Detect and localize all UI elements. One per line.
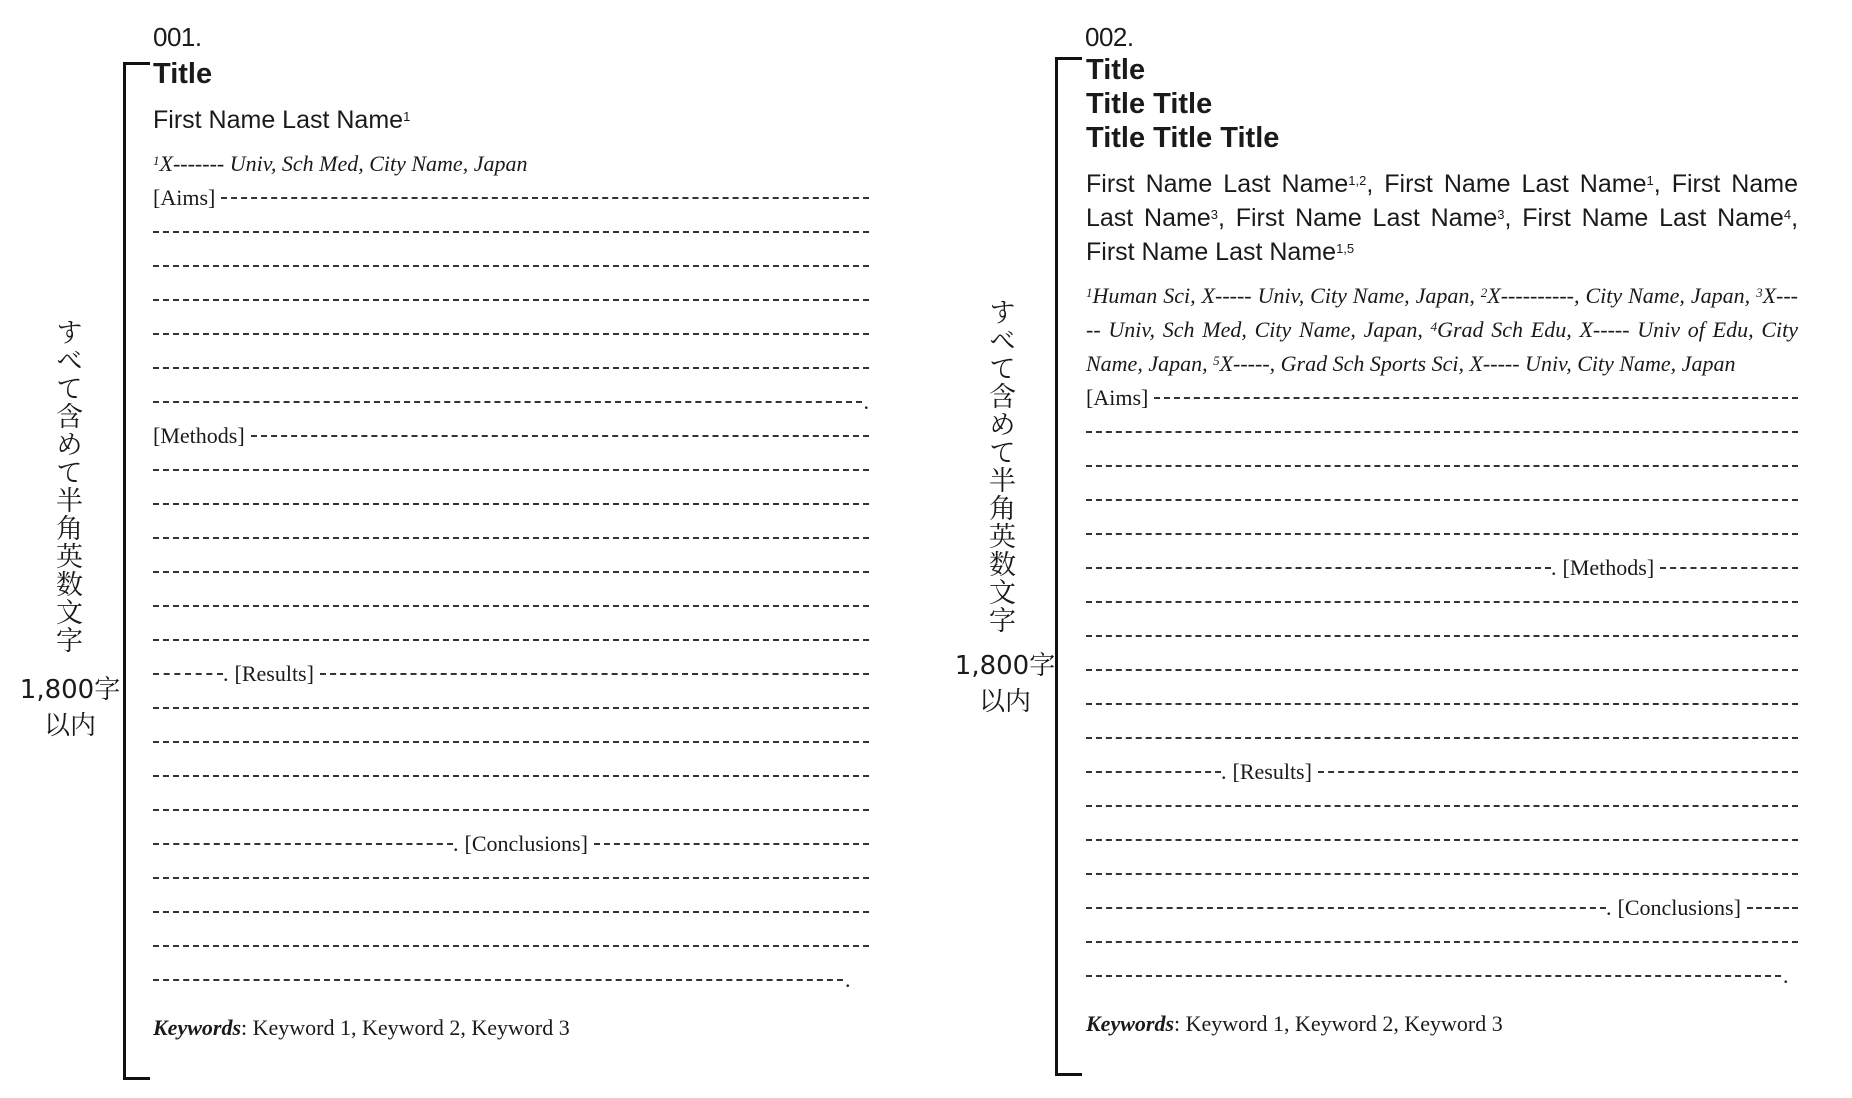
body-line <box>1086 381 1798 415</box>
dash-rule <box>1086 431 1798 433</box>
dash-rule <box>153 537 869 539</box>
period: . <box>1551 555 1557 580</box>
author-affiliation-mark: 1 <box>1646 173 1654 188</box>
body-line <box>153 759 869 793</box>
body-text <box>1086 381 1798 993</box>
period: . <box>1221 759 1227 784</box>
author-affiliation-mark: 1,5 <box>1336 241 1355 256</box>
author-list <box>1086 167 1798 269</box>
author-affiliation-mark: 1,2 <box>1348 173 1367 188</box>
char-limit-count: 1,800字 <box>19 675 121 705</box>
body-line <box>1086 653 1798 687</box>
body-line <box>1086 721 1798 755</box>
body-line <box>153 691 869 725</box>
author-name: First Name Last Name <box>1384 170 1647 198</box>
length-bracket <box>1055 57 1082 1076</box>
dash-rule <box>1154 397 1798 399</box>
affiliation-text: X----- Univ, Sch Med, City Name, Japan, <box>1086 283 1798 342</box>
author-affiliation-mark: 4 <box>1783 207 1792 222</box>
char-limit-suffix: 以内 <box>978 687 1031 717</box>
dash-rule <box>1086 737 1798 739</box>
dash-rule <box>153 843 453 845</box>
body-line <box>153 385 869 419</box>
abstract-title: Title Title <box>1086 88 1213 120</box>
author-affiliation-mark: 3 <box>1497 207 1505 222</box>
affiliation-mark: 3 <box>1756 285 1763 300</box>
body-line <box>1086 857 1798 891</box>
keywords-line <box>153 1011 869 1045</box>
dash-rule <box>153 945 869 947</box>
body-line <box>1086 823 1798 857</box>
body-line <box>1086 891 1798 925</box>
dash-rule <box>251 435 869 437</box>
section-label: [Methods] <box>1562 555 1655 580</box>
abstract-title: Title <box>153 58 213 90</box>
body-line <box>153 895 869 929</box>
author-name: First Name Last Name <box>1086 170 1349 198</box>
body-line <box>153 453 869 487</box>
affiliation-text: Grad Sch Edu, X----- Univ of Edu, City Name, Japan, <box>1086 317 1798 376</box>
dash-rule <box>1086 567 1551 569</box>
dash-rule <box>153 231 869 233</box>
char-limit <box>945 648 1065 720</box>
section-label: [Results] <box>1232 759 1312 784</box>
dash-rule <box>153 877 869 879</box>
abstract-content <box>1086 53 1798 1041</box>
author-separator: , <box>1217 204 1236 232</box>
dash-rule <box>1086 499 1798 501</box>
body-line <box>1086 449 1798 483</box>
affiliation-list <box>1086 279 1798 381</box>
dash-rule <box>1086 601 1798 603</box>
abstract-number: 001. <box>153 22 202 52</box>
dash-rule <box>1086 635 1798 637</box>
abstract-number: 002. <box>1085 22 1134 52</box>
affiliation-text: X-----, Grad Sch Sports Sci, X----- Univ, City Name, Japan <box>1219 351 1736 376</box>
dash-rule <box>1086 669 1798 671</box>
body-line <box>1086 551 1798 585</box>
keywords-list: : Keyword 1, Keyword 2, Keyword 3 <box>1174 1011 1503 1036</box>
affiliation-text: X------- Univ, Sch Med, City Name, Japan <box>159 151 528 176</box>
body-line <box>153 521 869 555</box>
author-separator: , <box>1504 204 1523 232</box>
author-name: First Name Last Name <box>153 106 404 134</box>
dash-rule <box>153 367 869 369</box>
body-line <box>153 793 869 827</box>
dash-rule <box>153 299 869 301</box>
dash-rule <box>153 401 862 403</box>
body-text <box>153 181 869 997</box>
dash-rule <box>1086 771 1221 773</box>
side-note-text: すべて含めて半角英数文字 <box>51 318 82 654</box>
dash-rule <box>1086 907 1606 909</box>
body-line <box>153 283 869 317</box>
dash-rule <box>153 911 869 913</box>
body-line <box>153 725 869 759</box>
side-note-text: すべて含めて半角英数文字 <box>984 298 1015 634</box>
section-label: [Conclusions] <box>1617 895 1741 920</box>
body-line <box>1086 483 1798 517</box>
body-line <box>153 929 869 963</box>
dash-rule <box>1660 567 1798 569</box>
abstract-template-001 <box>0 0 900 1098</box>
dash-rule <box>153 979 843 981</box>
affiliation-mark: 1 <box>1086 285 1093 300</box>
char-limit-suffix: 以内 <box>43 711 96 741</box>
length-bracket <box>123 62 150 1080</box>
dash-rule <box>1747 907 1798 909</box>
affiliation-mark: 1 <box>153 153 160 168</box>
side-note <box>983 298 1027 634</box>
dash-rule <box>153 333 869 335</box>
author-name: First Name Last Name <box>1086 170 1798 232</box>
period: . <box>1606 895 1612 920</box>
dash-rule <box>153 605 869 607</box>
dash-rule <box>153 469 869 471</box>
body-line <box>1086 755 1798 789</box>
dash-rule <box>153 809 869 811</box>
dash-rule <box>1086 873 1798 875</box>
title-block <box>153 57 869 91</box>
period: . <box>1783 963 1789 988</box>
body-line <box>1086 925 1798 959</box>
keywords-label: Keywords <box>1086 1011 1174 1036</box>
affiliation-list <box>153 147 869 181</box>
body-line <box>153 623 869 657</box>
body-line <box>153 215 869 249</box>
body-line <box>153 419 869 453</box>
body-line <box>1086 789 1798 823</box>
section-label: [Methods] <box>153 423 245 448</box>
body-line <box>153 589 869 623</box>
section-label: [Results] <box>234 661 314 686</box>
dash-rule <box>1086 703 1798 705</box>
dash-rule <box>153 673 223 675</box>
section-label: [Aims] <box>1086 385 1149 410</box>
section-label: [Conclusions] <box>464 831 588 856</box>
author-name: First Name Last Name <box>1086 238 1337 266</box>
keywords-label: Keywords <box>153 1015 241 1040</box>
abstract-content <box>153 57 869 1045</box>
body-line <box>153 657 869 691</box>
dash-rule <box>1086 975 1781 977</box>
dash-rule <box>153 639 869 641</box>
abstract-title: Title Title Title <box>1086 122 1280 154</box>
author-separator: , <box>1653 170 1672 198</box>
author-name: First Name Last Name <box>1522 204 1784 232</box>
char-limit-count: 1,800字 <box>954 651 1056 681</box>
dash-rule <box>1086 465 1798 467</box>
affiliation-text: Human Sci, X----- Univ, City Name, Japan, <box>1092 283 1481 308</box>
dash-rule <box>153 571 869 573</box>
dash-rule <box>221 197 869 199</box>
section-label: [Aims] <box>153 185 216 210</box>
body-line <box>153 487 869 521</box>
body-line <box>153 963 869 997</box>
body-line <box>153 351 869 385</box>
affiliation-mark: 4 <box>1430 319 1438 334</box>
body-line <box>153 181 869 215</box>
body-line <box>153 827 869 861</box>
period: . <box>223 661 229 686</box>
dash-rule <box>153 265 869 267</box>
body-line <box>153 555 869 589</box>
dash-rule <box>594 843 869 845</box>
dash-rule <box>1086 805 1798 807</box>
keywords-line <box>1086 1007 1798 1041</box>
dash-rule <box>1086 941 1798 943</box>
body-line <box>153 249 869 283</box>
body-line <box>1086 415 1798 449</box>
side-note <box>50 318 94 654</box>
author-separator: , <box>1366 170 1385 198</box>
dash-rule <box>1086 533 1798 535</box>
body-line <box>1086 959 1798 993</box>
dash-rule <box>1318 771 1798 773</box>
keywords-list: : Keyword 1, Keyword 2, Keyword 3 <box>241 1015 570 1040</box>
abstract-title: Title <box>1086 54 1146 86</box>
period: . <box>863 389 869 414</box>
dash-rule <box>320 673 869 675</box>
title-block <box>1086 53 1798 155</box>
author-name: First Name Last Name <box>1235 204 1498 232</box>
affiliation-text: X----------, City Name, Japan, <box>1487 283 1757 308</box>
body-line <box>1086 585 1798 619</box>
author-separator: , <box>1791 204 1799 232</box>
author-list <box>153 103 869 137</box>
body-line <box>1086 517 1798 551</box>
char-limit <box>10 672 130 744</box>
dash-rule <box>153 503 869 505</box>
dash-rule <box>1086 839 1798 841</box>
period: . <box>845 967 851 992</box>
body-line <box>1086 619 1798 653</box>
dash-rule <box>153 741 869 743</box>
affiliation-mark: 5 <box>1213 353 1220 368</box>
affiliation-mark: 2 <box>1480 285 1488 300</box>
period: . <box>453 831 459 856</box>
abstract-template-002 <box>940 0 1852 1098</box>
body-line <box>153 861 869 895</box>
dash-rule <box>153 775 869 777</box>
dash-rule <box>153 707 869 709</box>
author-affiliation-mark: 1 <box>403 109 411 124</box>
body-line <box>153 317 869 351</box>
body-line <box>1086 687 1798 721</box>
author-affiliation-mark: 3 <box>1210 207 1218 222</box>
